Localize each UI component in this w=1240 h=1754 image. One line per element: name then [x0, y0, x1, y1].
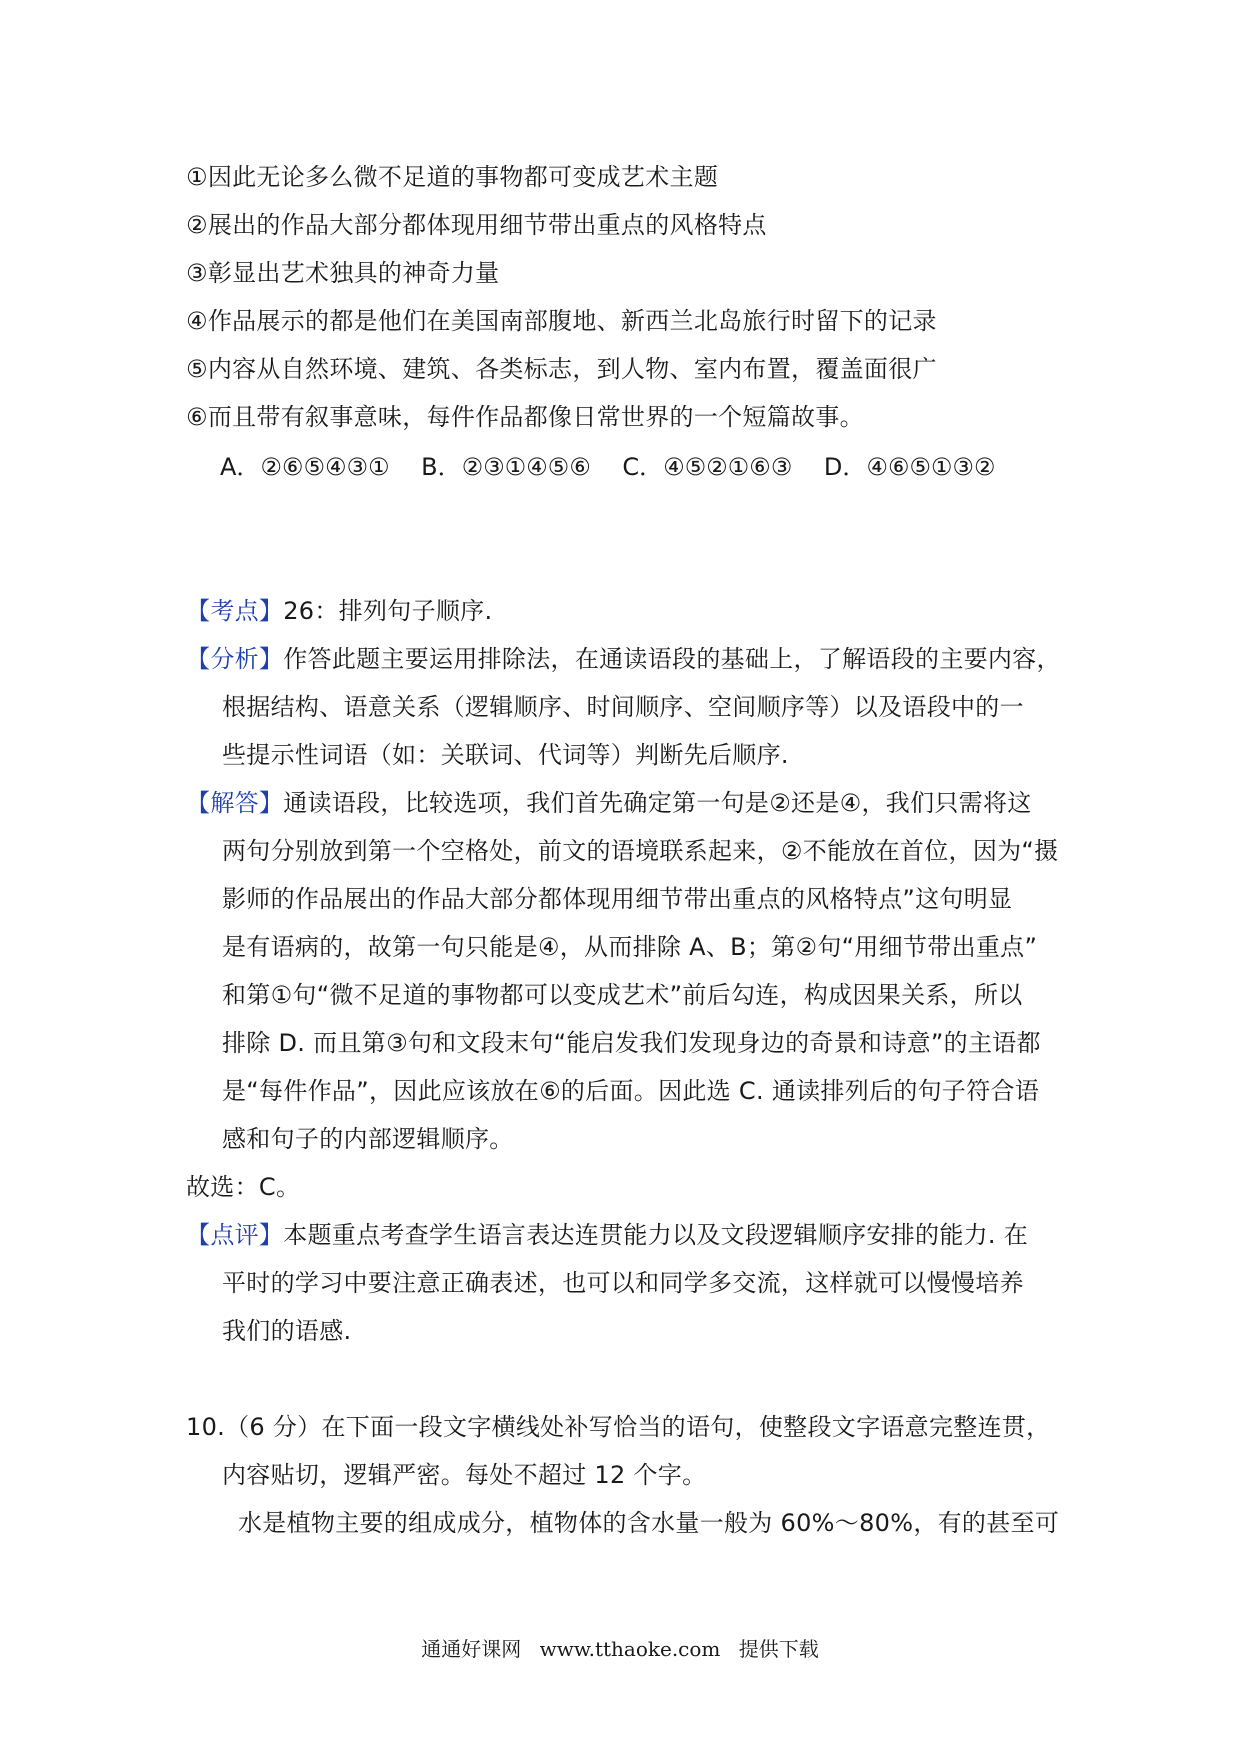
- dianping-line-1: 本题重点考查学生语言表达连贯能力以及文段逻辑顺序安排的能力. 在: [283, 1221, 1029, 1249]
- jieda-bracket-open: 【: [186, 789, 211, 817]
- option-c: C．④⑤②①⑥③: [622, 453, 793, 481]
- sentence-6: ⑥而且带有叙事意味，每件作品都像日常世界的一个短篇故事。: [186, 403, 864, 431]
- jieda-line-7: 是“每件作品”，因此应该放在⑥的后面。因此选 C. 通读排列后的句子符合语: [222, 1077, 1040, 1105]
- kaodian-text: 26：排列句子顺序.: [283, 597, 493, 625]
- jieda-line-2: 两句分别放到第一个空格处，前文的语境联系起来，②不能放在首位，因为“摄: [222, 837, 1059, 865]
- dianping-bracket-open: 【: [186, 1221, 211, 1249]
- dianping-section: [186, 1218, 1028, 1252]
- footer-url[interactable]: www.tthaoke.com: [539, 1637, 721, 1661]
- sentence-3: ③彰显出艺术独具的神奇力量: [186, 259, 500, 287]
- answer-options: [220, 450, 1017, 484]
- footer-suffix: 提供下载: [738, 1637, 819, 1661]
- option-b: B．②③①④⑤⑥: [421, 453, 591, 481]
- kaodian-label: 考点: [210, 597, 259, 625]
- jieda-line-8: 感和句子的内部逻辑顺序。: [222, 1125, 514, 1153]
- question-10-line-2: 内容贴切，逻辑严密。每处不超过 12 个字。: [222, 1461, 707, 1489]
- fenxi-line-2: 根据结构、语意关系（逻辑顺序、时间顺序、空间顺序等）以及语段中的一: [222, 693, 1024, 721]
- dianping-bracket-close: 】: [258, 1221, 284, 1249]
- jieda-line-4: 是有语病的，故第一句只能是④，从而排除 A、B；第②句“用细节带出重点”: [222, 933, 1038, 961]
- kaodian-section: [186, 594, 492, 628]
- fenxi-section: [186, 642, 1061, 676]
- answer-choice: 故选：C。: [186, 1173, 301, 1201]
- fenxi-line-3: 些提示性词语（如：关联词、代词等）判断先后顺序.: [222, 741, 789, 769]
- jieda-line-5: 和第①句“微不足道的事物都可以变成艺术”前后勾连，构成因果关系，所以: [222, 981, 1023, 1009]
- jieda-label: 解答: [210, 789, 259, 817]
- kaodian-bracket-open: 【: [186, 597, 211, 625]
- sentence-2: ②展出的作品大部分都体现用细节带出重点的风格特点: [186, 211, 767, 239]
- jieda-line-1: 通读语段，比较选项，我们首先确定第一句是②还是④，我们只需将这: [283, 789, 1032, 817]
- dianping-line-2: 平时的学习中要注意正确表述，也可以和同学多交流，这样就可以慢慢培养: [222, 1269, 1024, 1297]
- sentence-5: ⑤内容从自然环境、建筑、各类标志，到人物、室内布置，覆盖面很广: [186, 355, 937, 383]
- dianping-line-3: 我们的语感.: [222, 1317, 352, 1345]
- option-d: D．④⑥⑤①③②: [823, 453, 996, 481]
- option-a: A．②⑥⑤④③①: [220, 453, 390, 481]
- footer-site-name: 通通好课网: [421, 1637, 522, 1661]
- sentence-4: ④作品展示的都是他们在美国南部腹地、新西兰北岛旅行时留下的记录: [186, 307, 937, 335]
- dianping-label: 点评: [210, 1221, 259, 1249]
- fenxi-line-1: 作答此题主要运用排除法，在通读语段的基础上，了解语段的主要内容，: [283, 645, 1061, 673]
- page-footer: [0, 1635, 1240, 1663]
- fenxi-bracket-open: 【: [186, 645, 211, 673]
- jieda-line-3: 影师的作品展出的作品大部分都体现用细节带出重点的风格特点”这句明显: [222, 885, 1013, 913]
- sentence-1: ①因此无论多么微不足道的事物都可变成艺术主题: [186, 163, 719, 191]
- jieda-section: [186, 786, 1032, 820]
- question-10-line-3: 水是植物主要的组成成分，植物体的含水量一般为 60%～80%，有的甚至可: [238, 1509, 1060, 1537]
- fenxi-label: 分析: [210, 645, 259, 673]
- question-10-line-1: 10.（6 分）在下面一段文字横线处补写恰当的语句，使整段文字语意完整连贯，: [186, 1413, 1051, 1441]
- jieda-bracket-close: 】: [258, 789, 284, 817]
- jieda-line-6: 排除 D. 而且第③句和文段末句“能启发我们发现身边的奇景和诗意”的主语都: [222, 1029, 1041, 1057]
- fenxi-bracket-close: 】: [258, 645, 284, 673]
- kaodian-bracket-close: 】: [258, 597, 284, 625]
